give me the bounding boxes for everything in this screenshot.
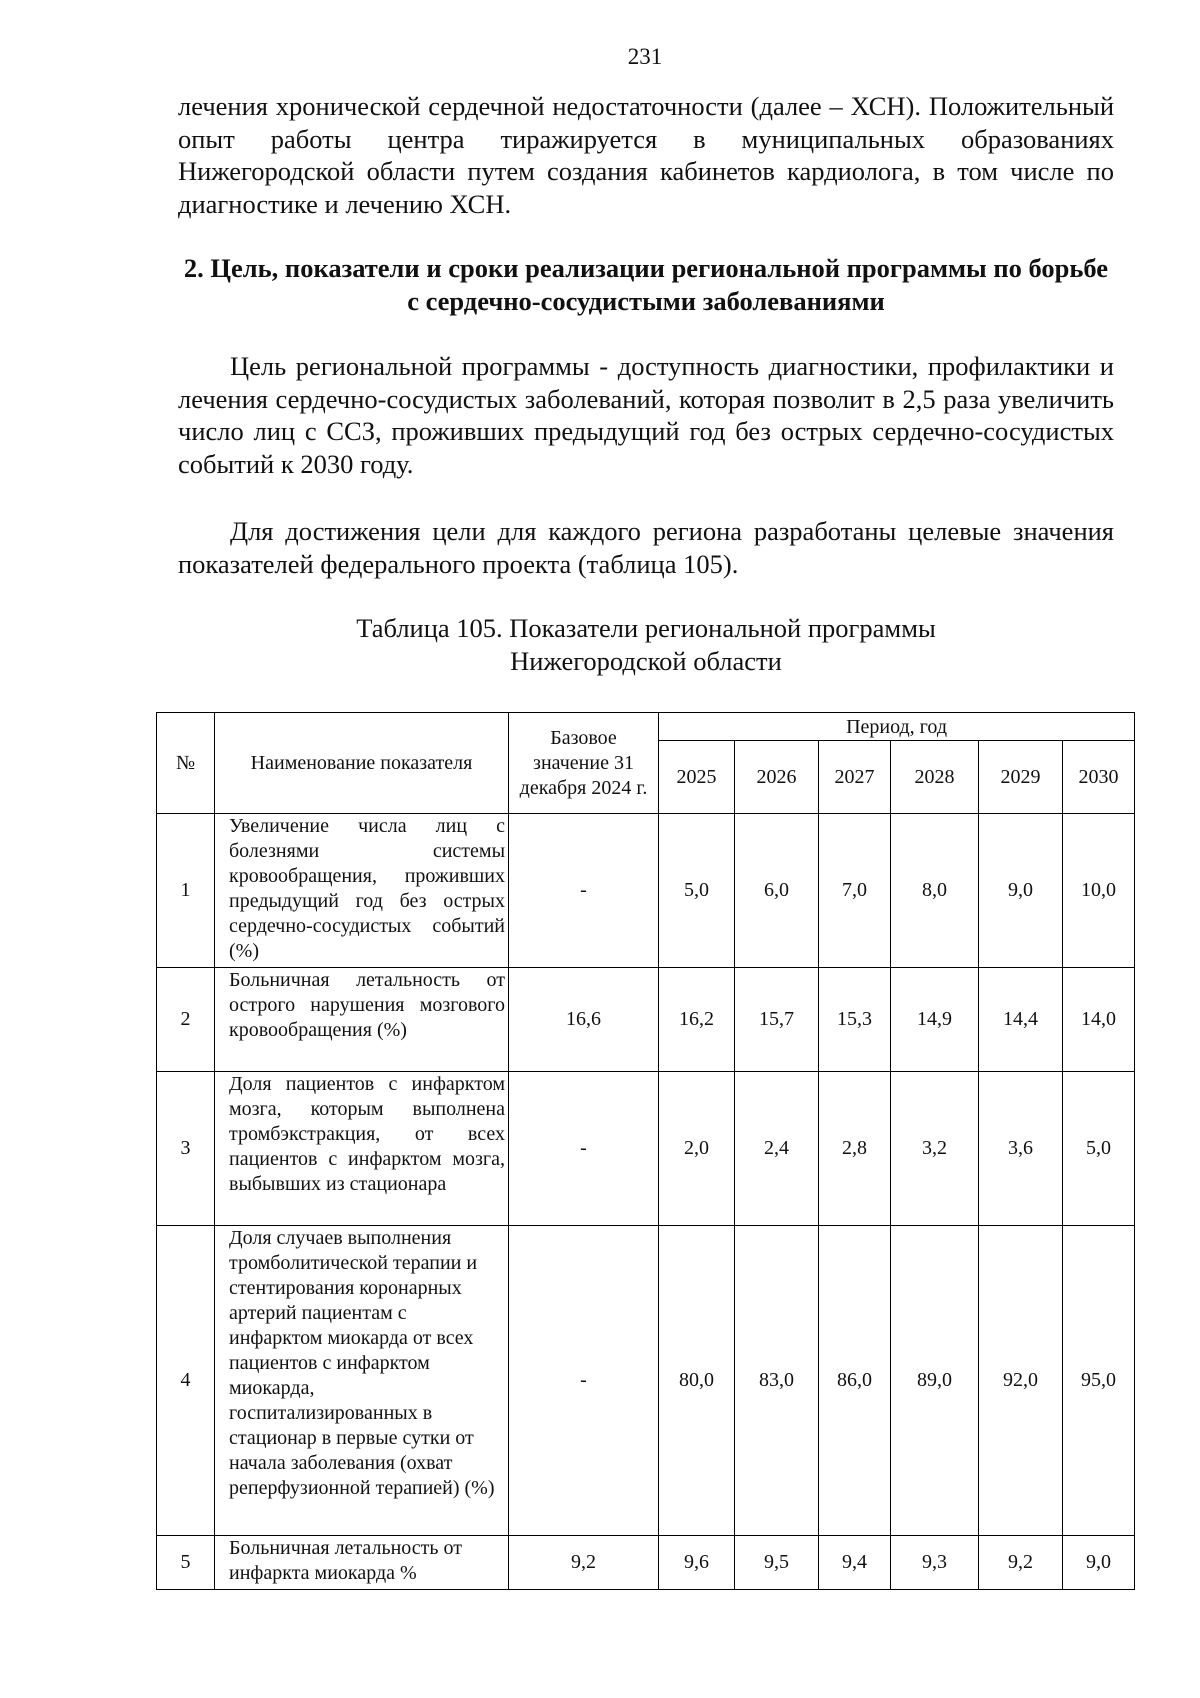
row-value: 14,0 xyxy=(1063,968,1135,1072)
header-year: 2030 xyxy=(1063,741,1135,814)
row-name: Увеличение числа лиц с болезнями системы кровообращения, проживших предыдущий год без острых сердечно-сосудистых событий (%) xyxy=(215,814,509,968)
row-value: 9,6 xyxy=(659,1536,735,1590)
intro-paragraph: лечения хронической сердечной недостаточности (далее – ХСН). Положительный опыт работы центра тиражируется в муниципальных образованиях Нижегородской области путем создания кабинетов кардиолога, в том числе по диагностике и лечению ХСН. xyxy=(178,91,1114,219)
row-value: 3,6 xyxy=(979,1072,1063,1226)
row-value: 7,0 xyxy=(819,814,891,968)
row-name: Больничная летальность от острого нарушения мозгового кровообращения (%) xyxy=(215,968,509,1072)
header-num: № xyxy=(157,713,215,814)
table-caption-line2: Нижегородской области xyxy=(510,645,782,676)
table-row xyxy=(157,968,1135,1072)
header-period: Период, год xyxy=(659,713,1135,741)
table-row xyxy=(157,1072,1135,1226)
row-base: 9,2 xyxy=(509,1536,659,1590)
row-value: 5,0 xyxy=(1063,1072,1135,1226)
row-value: 9,3 xyxy=(891,1536,979,1590)
targets-paragraph: Для достижения цели для каждого региона разработаны целевые значения показателей федерального проекта (таблица 105). xyxy=(178,516,1114,579)
row-name: Больничная летальность от инфаркта миокарда % xyxy=(215,1536,509,1590)
row-value: 9,5 xyxy=(735,1536,819,1590)
header-year: 2029 xyxy=(979,741,1063,814)
page-number: 231 xyxy=(627,44,663,69)
row-num: 4 xyxy=(157,1226,215,1536)
row-value: 89,0 xyxy=(891,1226,979,1536)
row-value: 86,0 xyxy=(819,1226,891,1536)
row-num: 1 xyxy=(157,814,215,968)
row-value: 2,4 xyxy=(735,1072,819,1226)
row-num: 5 xyxy=(157,1536,215,1590)
row-value: 83,0 xyxy=(735,1226,819,1536)
row-value: 5,0 xyxy=(659,814,735,968)
row-value: 3,2 xyxy=(891,1072,979,1226)
row-value: 8,0 xyxy=(891,814,979,968)
row-value: 16,2 xyxy=(659,968,735,1072)
row-base: - xyxy=(509,1226,659,1536)
row-value: 9,4 xyxy=(819,1536,891,1590)
row-base: - xyxy=(509,1072,659,1226)
table-row xyxy=(157,1536,1135,1590)
table-caption-line1: Таблица 105. Показатели региональной программы xyxy=(356,613,936,643)
row-num: 2 xyxy=(157,968,215,1072)
row-value: 6,0 xyxy=(735,814,819,968)
row-value: 9,2 xyxy=(979,1536,1063,1590)
row-value: 2,8 xyxy=(819,1072,891,1226)
header-year: 2025 xyxy=(659,741,735,814)
row-num: 3 xyxy=(157,1072,215,1226)
row-value: 2,0 xyxy=(659,1072,735,1226)
table-row xyxy=(157,1226,1135,1536)
row-value: 92,0 xyxy=(979,1226,1063,1536)
row-base: - xyxy=(509,814,659,968)
goal-paragraph: Цель региональной программы - доступность диагностики, профилактики и лечения сердечно-сосудистых заболеваний, которая позволит в 2,5 раза увеличить число лиц с ССЗ, проживших предыдущий год без острых сердечно-сосудистых событий к 2030 году. xyxy=(178,351,1114,479)
row-base: 16,6 xyxy=(509,968,659,1072)
header-year: 2028 xyxy=(891,741,979,814)
row-value: 15,7 xyxy=(735,968,819,1072)
header-base: Базовое значение 31 декабря 2024 г. xyxy=(509,713,659,814)
table-caption xyxy=(178,612,1114,677)
row-name: Доля случаев выполнения тромболитической терапии и стентирования коронарных артерий пациентам с инфарктом миокарда от всех пациентов с инфарктом миокарда, госпитализированных в стационар в первые сутки от начала заболевания (охват реперфузионной терапией) (%) xyxy=(215,1226,509,1536)
header-year: 2027 xyxy=(819,741,891,814)
row-value: 14,9 xyxy=(891,968,979,1072)
row-value: 9,0 xyxy=(979,814,1063,968)
indicators-table xyxy=(156,712,1135,1590)
table-row xyxy=(157,814,1135,968)
row-name: Доля пациентов с инфарктом мозга, которым выполнена тромбэкстракция, от всех пациентов с инфарктом мозга, выбывших из стационара xyxy=(215,1072,509,1226)
row-value: 15,3 xyxy=(819,968,891,1072)
header-name: Наименование показателя xyxy=(215,713,509,814)
row-value: 14,4 xyxy=(979,968,1063,1072)
header-year: 2026 xyxy=(735,741,819,814)
row-value: 95,0 xyxy=(1063,1226,1135,1536)
section-heading: 2. Цель, показатели и сроки реализации региональной программы по борьбе с сердечно-сосудистыми заболеваниями xyxy=(183,253,1109,316)
row-value: 80,0 xyxy=(659,1226,735,1536)
row-value: 9,0 xyxy=(1063,1536,1135,1590)
row-value: 10,0 xyxy=(1063,814,1135,968)
